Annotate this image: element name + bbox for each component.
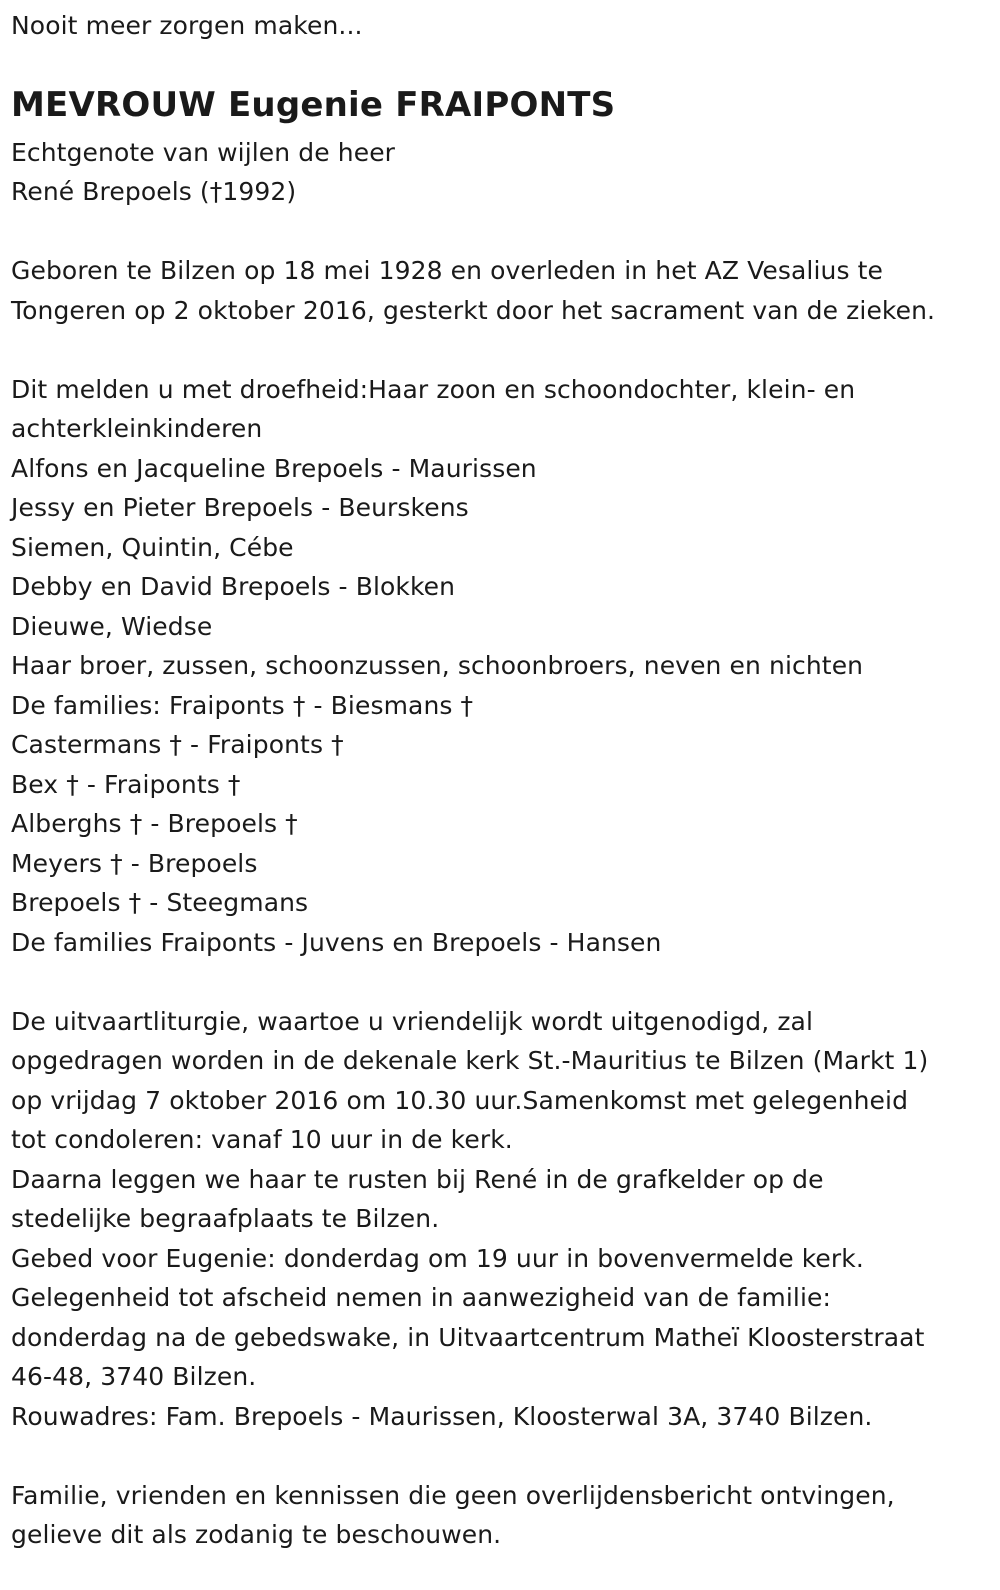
family-line: Siemen, Quintin, Cébe [11, 532, 294, 562]
family-line: Dit melden u met droefheid:Haar zoon en schoondochter, klein- en [11, 374, 856, 404]
closing-line: Familie, vrienden en kennissen die geen overlijdensbericht ontvingen, [11, 1480, 895, 1510]
spacer [11, 212, 991, 252]
closing-line: gelieve dit als zodanig te beschouwen. [11, 1520, 502, 1549]
birth-line: Tongeren op 2 oktober 2016, gesterkt door het sacrament van de zieken. [11, 295, 936, 325]
family-line: achterkleinkinderen [11, 414, 263, 443]
death-notice [11, 6, 991, 1555]
funeral-line: stedelijke begraafplaats te Bilzen. [11, 1204, 440, 1233]
funeral-line: Daarna leggen we haar te rusten bij René in de grafkelder op de [11, 1164, 824, 1194]
family-line: Debby en David Brepoels - Blokken [11, 572, 456, 601]
funeral-section [11, 1002, 991, 1437]
funeral-line: donderdag na de gebedswake, in Uitvaartcentrum Matheï Kloosterstraat [11, 1322, 925, 1352]
birth-line: Geboren te Bilzen op 18 mei 1928 en overleden in het AZ Vesalius te [11, 256, 884, 285]
family-line: Brepoels † - Steegmans [11, 888, 309, 917]
deceased-name: MEVROUW Eugenie FRAIPONTS [11, 84, 616, 125]
family-line: Alfons en Jacqueline Brepoels - Maurissen [11, 453, 537, 483]
spacer [11, 1436, 991, 1476]
funeral-line: Gebed voor Eugenie: donderdag om 19 uur in bovenvermelde kerk. [11, 1243, 864, 1273]
family-section [11, 370, 991, 963]
funeral-line: 46-48, 3740 Bilzen. [11, 1362, 257, 1391]
funeral-line: op vrijdag 7 oktober 2016 om 10.30 uur.Samenkomst met gelegenheid [11, 1085, 909, 1115]
family-line: Haar broer, zussen, schoonzussen, schoonbroers, neven en nichten [11, 651, 864, 680]
spacer [11, 962, 991, 1002]
intro-text: Nooit meer zorgen maken... [11, 11, 363, 40]
family-line: De families Fraiponts - Juvens en Brepoels - Hansen [11, 927, 662, 957]
spacer [11, 330, 991, 370]
funeral-line: Gelegenheid tot afscheid nemen in aanwezigheid van de familie: [11, 1283, 832, 1312]
spouse-line: Echtgenote van wijlen de heer [11, 137, 396, 167]
funeral-line: De uitvaartliturgie, waartoe u vriendelijk wordt uitgenodigd, zal [11, 1006, 814, 1036]
funeral-line: tot condoleren: vanaf 10 uur in de kerk. [11, 1125, 513, 1154]
spouse-line: René Brepoels (†1992) [11, 177, 297, 206]
family-line: Alberghs † - Brepoels † [11, 809, 298, 838]
family-line: Castermans † - Fraiponts † [11, 730, 344, 759]
family-line: De families: Fraiponts † - Biesmans † [11, 690, 474, 720]
family-line: Dieuwe, Wiedse [11, 611, 213, 641]
funeral-line: opgedragen worden in de dekenale kerk St.-Mauritius te Bilzen (Markt 1) [11, 1046, 929, 1075]
family-line: Jessy en Pieter Brepoels - Beurskens [11, 493, 469, 522]
funeral-line: Rouwadres: Fam. Brepoels - Maurissen, Kloosterwal 3A, 3740 Bilzen. [11, 1401, 873, 1431]
closing-section [11, 1476, 991, 1555]
family-line: Meyers † - Brepoels [11, 848, 258, 878]
family-line: Bex † - Fraiponts † [11, 769, 241, 799]
birth-death-section [11, 251, 991, 330]
spouse-section [11, 133, 991, 212]
